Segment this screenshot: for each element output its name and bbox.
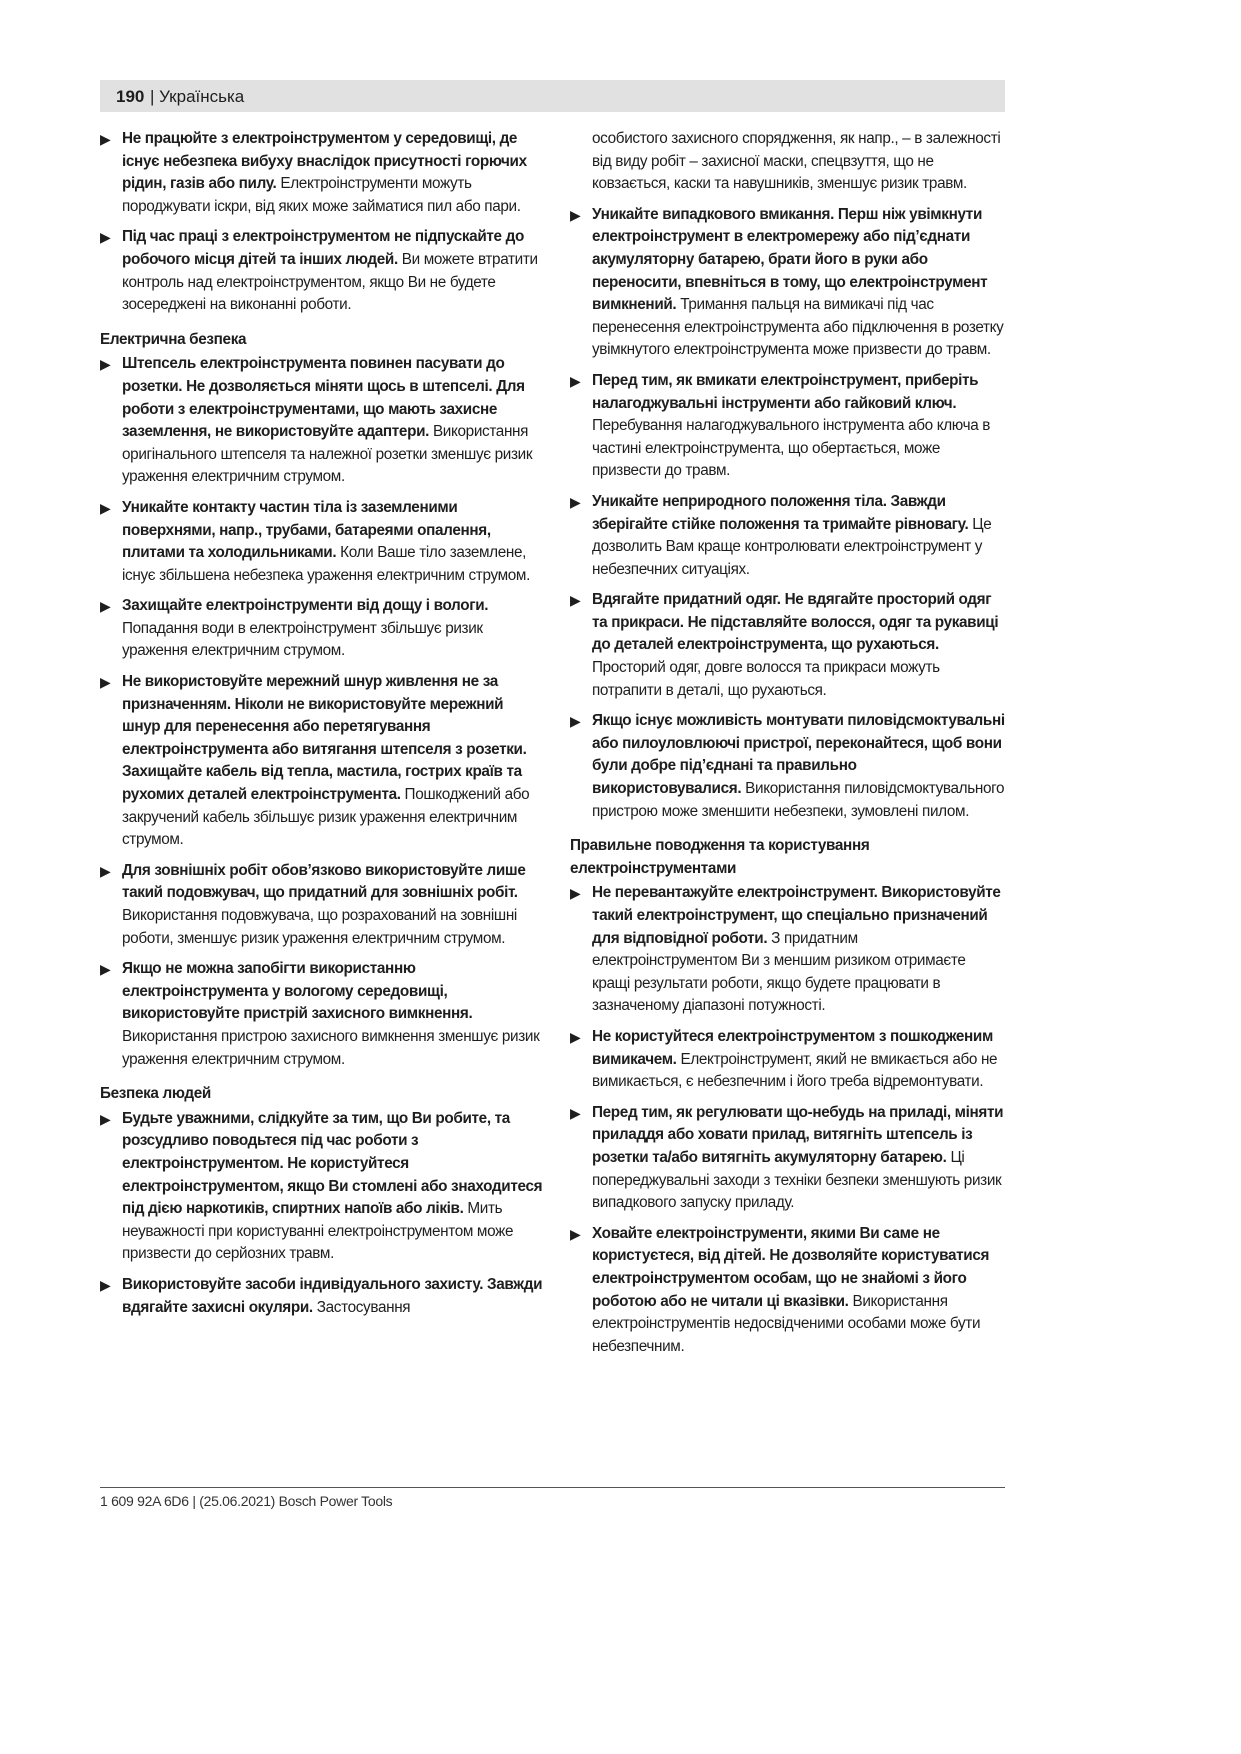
bullet-item: [570, 710, 1006, 823]
bullet-item: [100, 860, 545, 950]
bullet-bold-text: Уникайте контакту частин тіла із заземленими поверхнями, напр., трубами, батареями опалення, плитами та холодильниками.: [122, 498, 491, 562]
bullet-body-text: Електроінструменти можуть породжувати іскри, від яких може займатися пил або пари.: [122, 175, 521, 215]
bullet-item: [100, 595, 545, 663]
bullet-arrow-icon: ▶: [570, 1104, 581, 1121]
bullet-arrow-icon: ▶: [570, 493, 581, 510]
bullet-item: [100, 958, 545, 1071]
bullet-body-text: Використання пристрою захисного вимкнення зменшує ризик ураження електричним струмом.: [122, 1027, 540, 1068]
bullet-item: [570, 1223, 1006, 1359]
bullet-bold-text: Перед тим, як регулювати що-небудь на приладі, міняти приладдя або ховати прилад, витягніть штепсель із розетки та/або витягніть акумуляторну батарею.: [592, 1103, 1004, 1166]
bullet-item: [100, 128, 545, 218]
bullet-arrow-icon: ▶: [100, 598, 111, 615]
bullet-body-text: З придатним електроінструментом Ви з меншим ризиком отримаєте кращі результати роботи, якщо будете працювати в зазначеному діапазоні потужності.: [592, 929, 966, 1015]
bullet-arrow-icon: ▶: [570, 1225, 581, 1242]
bullet-bold-text: Не працюйте з електроінструментом у середовищі, де існує небезпека вибуху внаслідок присутності горючих рідин, газів або пилу.: [122, 130, 527, 193]
bullet-body-text: Використання електроінструментів недосвідченими особами може бути небезпечним.: [592, 1292, 981, 1355]
bullet-bold-text: Будьте уважними, слідкуйте за тим, що Ви робите, та розсудливо поводьтеся під час роботи з електроінструментом. Не користуйтеся електроінструментом, якщо Ви стомлені або знаходитеся під дією наркотиків, спиртних напоїв або ліків.: [122, 1109, 543, 1218]
section-heading: Безпека людей: [100, 1085, 211, 1103]
bullet-bold-text: Не користуйтеся електроінструментом з пошкодженим вимикачем.: [592, 1027, 993, 1068]
bullet-body-text: Перебування налагоджувального інструмента або ключа в частині електроінструмента, що обертається, може призвести до травм.: [592, 417, 991, 480]
bullet-arrow-icon: ▶: [100, 131, 111, 147]
left-column: [100, 128, 545, 1327]
footer-divider: [100, 1487, 1005, 1488]
bullet-body-text: Використання оригінального штепселя та належної розетки зменшує ризик ураження електричним струмом.: [122, 423, 533, 486]
page-number: 190: [116, 87, 145, 106]
bullet-body-text: Просторий одяг, довге волосся та прикраси можуть потрапити в деталі, що рухаються.: [592, 659, 940, 699]
bullet-body-text: Використання подовжувача, що розрахований на зовнішні роботи, зменшує ризик ураження електричним струмом.: [122, 907, 517, 947]
bullet-item: [570, 1026, 1006, 1094]
bullet-bold-text: Використовуйте засоби індивідуального захисту. Завжди вдягайте захисні окуляри.: [122, 1275, 543, 1316]
bullet-item: [100, 671, 545, 852]
bullet-arrow-icon: ▶: [570, 206, 581, 223]
bullet-arrow-icon: ▶: [100, 674, 111, 691]
bullet-arrow-icon: ▶: [100, 499, 111, 516]
bullet-body-text: Ви можете втратити контроль над електроінструментом, якщо Ви не будете зосереджені на виконанні роботи.: [122, 250, 538, 314]
bullet-item: [570, 491, 1006, 581]
bullet-body-text: Тримання пальця на вимикачі під час перенесення електроінструмента або підключення в розетку увімкнутого електроінструмента може призвести до травм.: [592, 296, 1004, 359]
bullet-arrow-icon: ▶: [100, 1110, 111, 1127]
bullet-bold-text: Не перевантажуйте електроінструмент. Використовуйте такий електроінструмент, що спеціально призначений для відповідної роботи.: [592, 884, 1001, 947]
bullet-arrow-icon: ▶: [570, 713, 581, 730]
bullet-body-text: Це дозволить Вам краще контролювати електроінструмент у небезпечних ситуаціях.: [592, 515, 992, 578]
bullet-body-text: Ці попереджувальні заходи з техніки безпеки зменшують ризик випадкового запуску приладу.: [592, 1148, 1002, 1212]
bullet-body-text: Пошкоджений або закручений кабель збільшує ризик ураження електричним струмом.: [122, 786, 530, 849]
section-heading: Електрична безпека: [100, 330, 247, 348]
bullet-body-text: Коли Ваше тіло заземлене, існує збільшена небезпека ураження електричним струмом.: [122, 544, 530, 584]
bullet-bold-text: Уникайте неприродного положення тіла. Завжди зберігайте стійке положення та тримайте рівновагу.: [592, 492, 969, 533]
bullet-arrow-icon: ▶: [100, 229, 111, 246]
bullet-body-text: Попадання води в електроінструмент збільшує ризик ураження електричним струмом.: [122, 619, 483, 660]
bullet-item: [100, 226, 545, 316]
language-label: | Українська: [150, 87, 245, 106]
bullet-body-text: Застосування: [316, 1298, 411, 1316]
bullet-arrow-icon: ▶: [100, 356, 111, 373]
bullet-bold-text: Для зовнішніх робіт обов’язково використовуйте лише такий подовжувач, що придатний для зовнішніх робіт.: [122, 861, 526, 902]
page-header: [100, 80, 1005, 112]
bullet-arrow-icon: ▶: [570, 592, 581, 609]
bullet-body-text: Використання пиловідсмоктувального пристрою може зменшити небезпеки, зумовлені пилом.: [592, 780, 1005, 820]
bullet-item: [100, 1108, 545, 1266]
bullet-item: [100, 353, 545, 489]
bullet-arrow-icon: ▶: [100, 961, 111, 978]
page-footer: 1 609 92A 6D6 | (25.06.2021) Bosch Power Tools: [100, 1493, 393, 1509]
bullet-arrow-icon: ▶: [100, 1276, 111, 1293]
bullet-bold-text: Не використовуйте мережний шнур живлення не за призначенням. Ніколи не використовуйте мережний шнур для перенесення або перетягування електроінструмента або витягання штепселя з розетки. Захищайте кабель від тепла, мастила, гострих країв та рухомих деталей електроінструмента.: [122, 673, 527, 804]
bullet-item: [570, 882, 1006, 1018]
bullet-item: [100, 1274, 545, 1319]
bullet-bold-text: Штепсель електроінструмента повинен пасувати до розетки. Не дозволяється міняти щось в штепселі. Для роботи з електроінструментами, що мають захисне заземлення, не використовуйте адаптери.: [122, 355, 525, 441]
bullet-item: [570, 589, 1006, 702]
bullet-bold-text: Ховайте електроінструменти, якими Ви саме не користуєтеся, від дітей. Не дозволяйте користуватися електроінструментом особам, що не знайомі з його роботою або не читали ці вказівки.: [592, 1224, 990, 1310]
bullet-bold-text: Вдягайте придатний одяг. Не вдягайте просторий одяг та прикраси. Не підставляйте волосся, одяг та рукавиці до деталей електроінструмента, що рухаються.: [592, 591, 999, 654]
bullet-item: [100, 497, 545, 587]
bullet-bold-text: Уникайте випадкового вмикання. Перш ніж увімкнути електроінструмент в електромережу або під’єднати акумуляторну батарею, брати його в руки або переносити, впевніться в тому, що електроінструмент вимкнений.: [592, 205, 988, 314]
bullet-arrow-icon: ▶: [570, 885, 581, 902]
bullet-item: [570, 1102, 1006, 1215]
bullet-arrow-icon: ▶: [100, 862, 111, 879]
bullet-arrow-icon: ▶: [570, 1028, 581, 1045]
bullet-bold-text: Якщо не можна запобігти використанню електроінструмента у вологому середовищі, використовуйте пристрій захисного вимкнення.: [122, 960, 473, 1023]
bullet-item: [570, 204, 1006, 362]
right-column: [570, 128, 1006, 1366]
paragraph-continuation: особистого захисного спорядження, як напр., – в залежності від виду робіт – захисної маски, спецвзуття, що не ковзається, каски та навушників, зменшує ризик травм.: [592, 130, 1001, 193]
bullet-bold-text: Під час праці з електроінструментом не підпускайте до робочого місця дітей та інших людей.: [122, 228, 524, 268]
bullet-bold-text: Захищайте електроінструменти від дощу і вологи.: [122, 597, 489, 615]
bullet-body-text: Електроінструмент, який не вмикається або не вимикається, є небезпечним і його треба відремонтувати.: [592, 1050, 998, 1091]
bullet-bold-text: Якщо існує можливість монтувати пиловідсмоктувальні або пилоуловлюючі пристрої, переконайтеся, щоб вони були добре під’єднані та правильно використовувалися.: [592, 712, 1005, 798]
section-heading: Правильне поводження та користування електроінструментами: [570, 837, 870, 877]
bullet-body-text: Мить неуважності при користуванні електроінструментом може призвести до серйозних травм.: [122, 1200, 514, 1263]
bullet-arrow-icon: ▶: [570, 372, 581, 389]
bullet-item: [570, 370, 1006, 483]
bullet-bold-text: Перед тим, як вмикати електроінструмент, приберіть налагоджувальні інструменти або гайковий ключ.: [592, 371, 979, 412]
